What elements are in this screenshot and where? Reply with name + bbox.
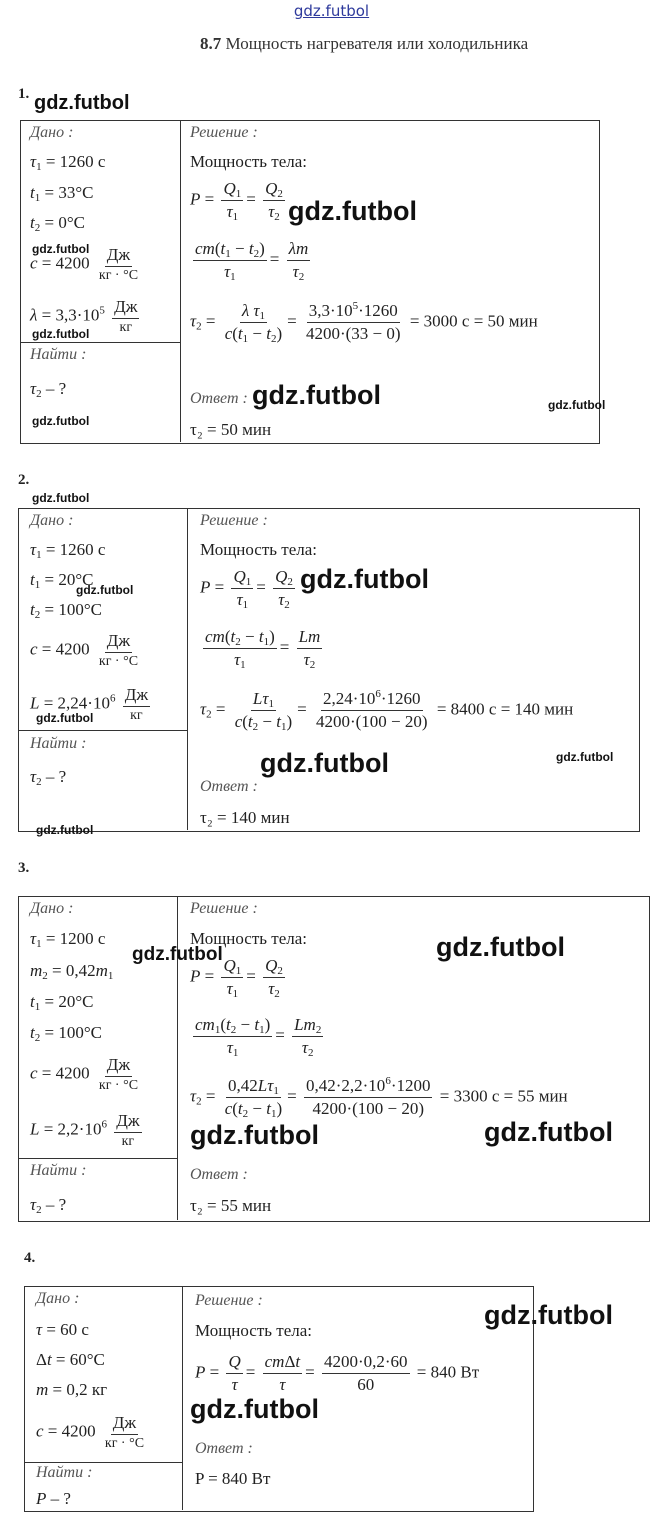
section-title: Мощность нагревателя или холодильника bbox=[225, 34, 529, 53]
given-m: m = 0,2 кг bbox=[36, 1380, 108, 1399]
find-value: P – ? bbox=[36, 1489, 71, 1508]
given-c: c = 4200 $\frac{Дж}{кг \cdot ^\circ C}$ bbox=[36, 1413, 145, 1451]
watermark: gdz.futbol bbox=[548, 398, 606, 412]
given-label: Дано : bbox=[30, 900, 74, 917]
calc-result: = 3300 с = 55 мин bbox=[439, 1086, 568, 1106]
watermark: gdz.futbol bbox=[436, 932, 565, 962]
find-label: Найти : bbox=[30, 346, 87, 363]
find-value: $\tau_2$ – ? bbox=[30, 767, 67, 788]
formula-equation: $\frac{cm_1(t_2 - t_1)}{\tau_1}$ = $\frac{Lm_2}{\tau_2}$ bbox=[195, 1015, 322, 1059]
given-t2: $t_2 = 100^\circ C$ bbox=[30, 600, 102, 621]
given-tau1: $\tau_1 = 1260$ с bbox=[30, 152, 106, 173]
given-label: Дано : bbox=[30, 512, 74, 529]
watermark: gdz.futbol bbox=[300, 564, 429, 594]
problem-number: 1. bbox=[18, 86, 30, 102]
answer-value: τ₂ = 50 мин bbox=[190, 420, 272, 439]
solution-intro: Мощность тела: bbox=[200, 540, 318, 559]
solution-label: Решение : bbox=[195, 1292, 263, 1309]
site-link-top[interactable]: gdz.futbol bbox=[293, 2, 370, 20]
given-L: $L = 2,24\cdot 10^6$ $\frac{Дж}{кг}$ bbox=[30, 685, 149, 723]
given-t1: $t_1 = 20^\circ C$ bbox=[30, 570, 94, 591]
calc-result: = 8400 с = 140 мин bbox=[436, 699, 574, 719]
divider bbox=[18, 730, 187, 731]
watermark: gdz.futbol bbox=[32, 242, 90, 256]
find-label: Найти : bbox=[30, 735, 87, 752]
given-t2: $t_2 = 100^\circ C$ bbox=[30, 1023, 102, 1044]
given-lambda: $\lambda = 3,3\cdot 10^5$ $\frac{Дж}{кг}$ bbox=[30, 297, 138, 335]
watermark: gdz.futbol bbox=[36, 711, 94, 725]
watermark: gdz.futbol bbox=[76, 583, 134, 597]
divider bbox=[20, 342, 180, 343]
formula-result: $\tau_2$ = $\frac{0,42L\tau_1}{c(t_2 - t_1)}$ = $\frac{0,42\cdot 2,2\cdot 10^6\cdot 1200}{4200\cdot(100 - 20)}$ = 3300 с = 55 мин bbox=[190, 1075, 568, 1120]
divider bbox=[182, 1286, 183, 1510]
section-number: 8.7 bbox=[200, 34, 222, 53]
formula-equation: $\frac{cm(t_2 - t_1)}{\tau_1}$ = $\frac{Lm}{\tau_2}$ bbox=[205, 627, 321, 671]
answer-value: τ₂ = 140 мин bbox=[200, 808, 290, 827]
watermark: gdz.futbol bbox=[32, 414, 90, 428]
calc-result: = 840 Вт bbox=[416, 1362, 480, 1382]
solution-intro: Мощность тела: bbox=[190, 152, 308, 171]
formula-result: P = $\frac{Q}{\tau}$ = $\frac{\text{cmΔt}}{\tau}$ = $\frac{4200\cdot 0,2\cdot 60}{60}$ = 840 Вт bbox=[195, 1352, 480, 1394]
answer-label: Ответ : bbox=[190, 390, 248, 407]
watermark: gdz.futbol bbox=[190, 1120, 319, 1150]
formula-result: $\tau_2$ = $\frac{L\tau_1}{c(t_2 - t_1)}$ = $\frac{2,24\cdot 10^6\cdot 1260}{4200\cdot(100 - 20)}$ = 8400 с = 140 мин bbox=[200, 688, 574, 733]
find-label: Найти : bbox=[30, 1162, 87, 1179]
given-label: Дано : bbox=[36, 1290, 80, 1307]
page-title bbox=[200, 34, 528, 54]
find-value: $\tau_2$ – ? bbox=[30, 1195, 67, 1216]
formula-result: $\tau_2$ = $\frac{\lambda \tau_1}{c(t_1 - t_2)}$ = $\frac{3,3\cdot 10^5\cdot 1260}{4200\cdot(33 - 0)}$ = 3000 с = 50 мин bbox=[190, 300, 538, 345]
answer-label: Ответ : bbox=[200, 778, 258, 795]
given-label: Дано : bbox=[30, 124, 74, 141]
given-t2: $t_2 = 0^\circ C$ bbox=[30, 213, 85, 234]
watermark: gdz.futbol bbox=[36, 823, 94, 837]
given-c: c = 4200 $\frac{Дж}{кг \cdot ^\circ C}$ bbox=[30, 631, 139, 669]
solution-label: Решение : bbox=[190, 900, 258, 917]
formula-power: P = $\frac{Q_1}{\tau_1}$ = $\frac{Q_2}{\tau_2}$ bbox=[200, 567, 293, 611]
given-m2: $m_2 = 0,42m_1$ bbox=[30, 961, 114, 982]
given-tau1: $\tau_1 = 1200$ с bbox=[30, 929, 106, 950]
divider bbox=[18, 1158, 177, 1159]
calc-result: = 3000 с = 50 мин bbox=[409, 311, 538, 331]
find-value: $\tau_2$ – ? bbox=[30, 379, 67, 400]
given-c: c = 4200 $\frac{Дж}{кг \cdot ^\circ C}$ bbox=[30, 245, 139, 283]
watermark: gdz.futbol bbox=[132, 944, 223, 965]
watermark: gdz.futbol bbox=[484, 1117, 613, 1147]
given-tau1: $\tau_1 = 1260$ с bbox=[30, 540, 106, 561]
watermark: gdz.futbol bbox=[484, 1300, 613, 1330]
given-t1: $t_1 = 20^\circ C$ bbox=[30, 992, 94, 1013]
solution-label: Решение : bbox=[200, 512, 268, 529]
solution-label: Решение : bbox=[190, 124, 258, 141]
answer-value: τ₂ = 55 мин bbox=[190, 1196, 272, 1215]
problem-number: 4. bbox=[24, 1250, 36, 1266]
divider bbox=[187, 508, 188, 830]
given-L: $L = 2,2\cdot 10^6$ $\frac{Дж}{кг}$ bbox=[30, 1111, 140, 1149]
watermark: gdz.futbol bbox=[556, 750, 614, 764]
given-c: c = 4200 $\frac{Дж}{кг \cdot ^\circ C}$ bbox=[30, 1055, 139, 1093]
problem-number: 3. bbox=[18, 860, 30, 876]
watermark: gdz.futbol bbox=[260, 748, 389, 778]
solution-intro: Мощность тела: bbox=[195, 1321, 313, 1340]
formula-power: P = $\frac{Q_1}{\tau_1}$ = $\frac{Q_2}{\tau_2}$ bbox=[190, 956, 283, 1000]
watermark: gdz.futbol bbox=[288, 196, 417, 226]
answer-label: Ответ : bbox=[190, 1166, 248, 1183]
watermark: gdz.futbol bbox=[252, 380, 381, 410]
watermark: gdz.futbol bbox=[32, 327, 90, 341]
divider bbox=[24, 1462, 182, 1463]
problem-number: 2. bbox=[18, 472, 30, 488]
formula-equation: $\frac{cm(t_1 - t_2)}{\tau_1}$ = $\frac{\lambda m}{\tau_2}$ bbox=[195, 239, 309, 283]
given-dt: Δt = 60°C bbox=[36, 1350, 105, 1369]
answer-label: Ответ : bbox=[195, 1440, 253, 1457]
formula-power: P = $\frac{Q_1}{\tau_1}$ = $\frac{Q_2}{\tau_2}$ bbox=[190, 179, 283, 223]
divider bbox=[180, 120, 181, 442]
given-t1: $t_1 = 33^\circ C$ bbox=[30, 183, 94, 204]
find-label: Найти : bbox=[36, 1464, 93, 1481]
given-tau: τ = 60 с bbox=[36, 1320, 89, 1339]
solution-intro: Мощность тела: bbox=[190, 929, 308, 948]
answer-value: P = 840 Вт bbox=[195, 1469, 271, 1488]
watermark: gdz.futbol bbox=[190, 1394, 319, 1424]
watermark: gdz.futbol bbox=[34, 92, 130, 114]
problem-2-box bbox=[18, 508, 640, 832]
watermark: gdz.futbol bbox=[32, 491, 90, 505]
